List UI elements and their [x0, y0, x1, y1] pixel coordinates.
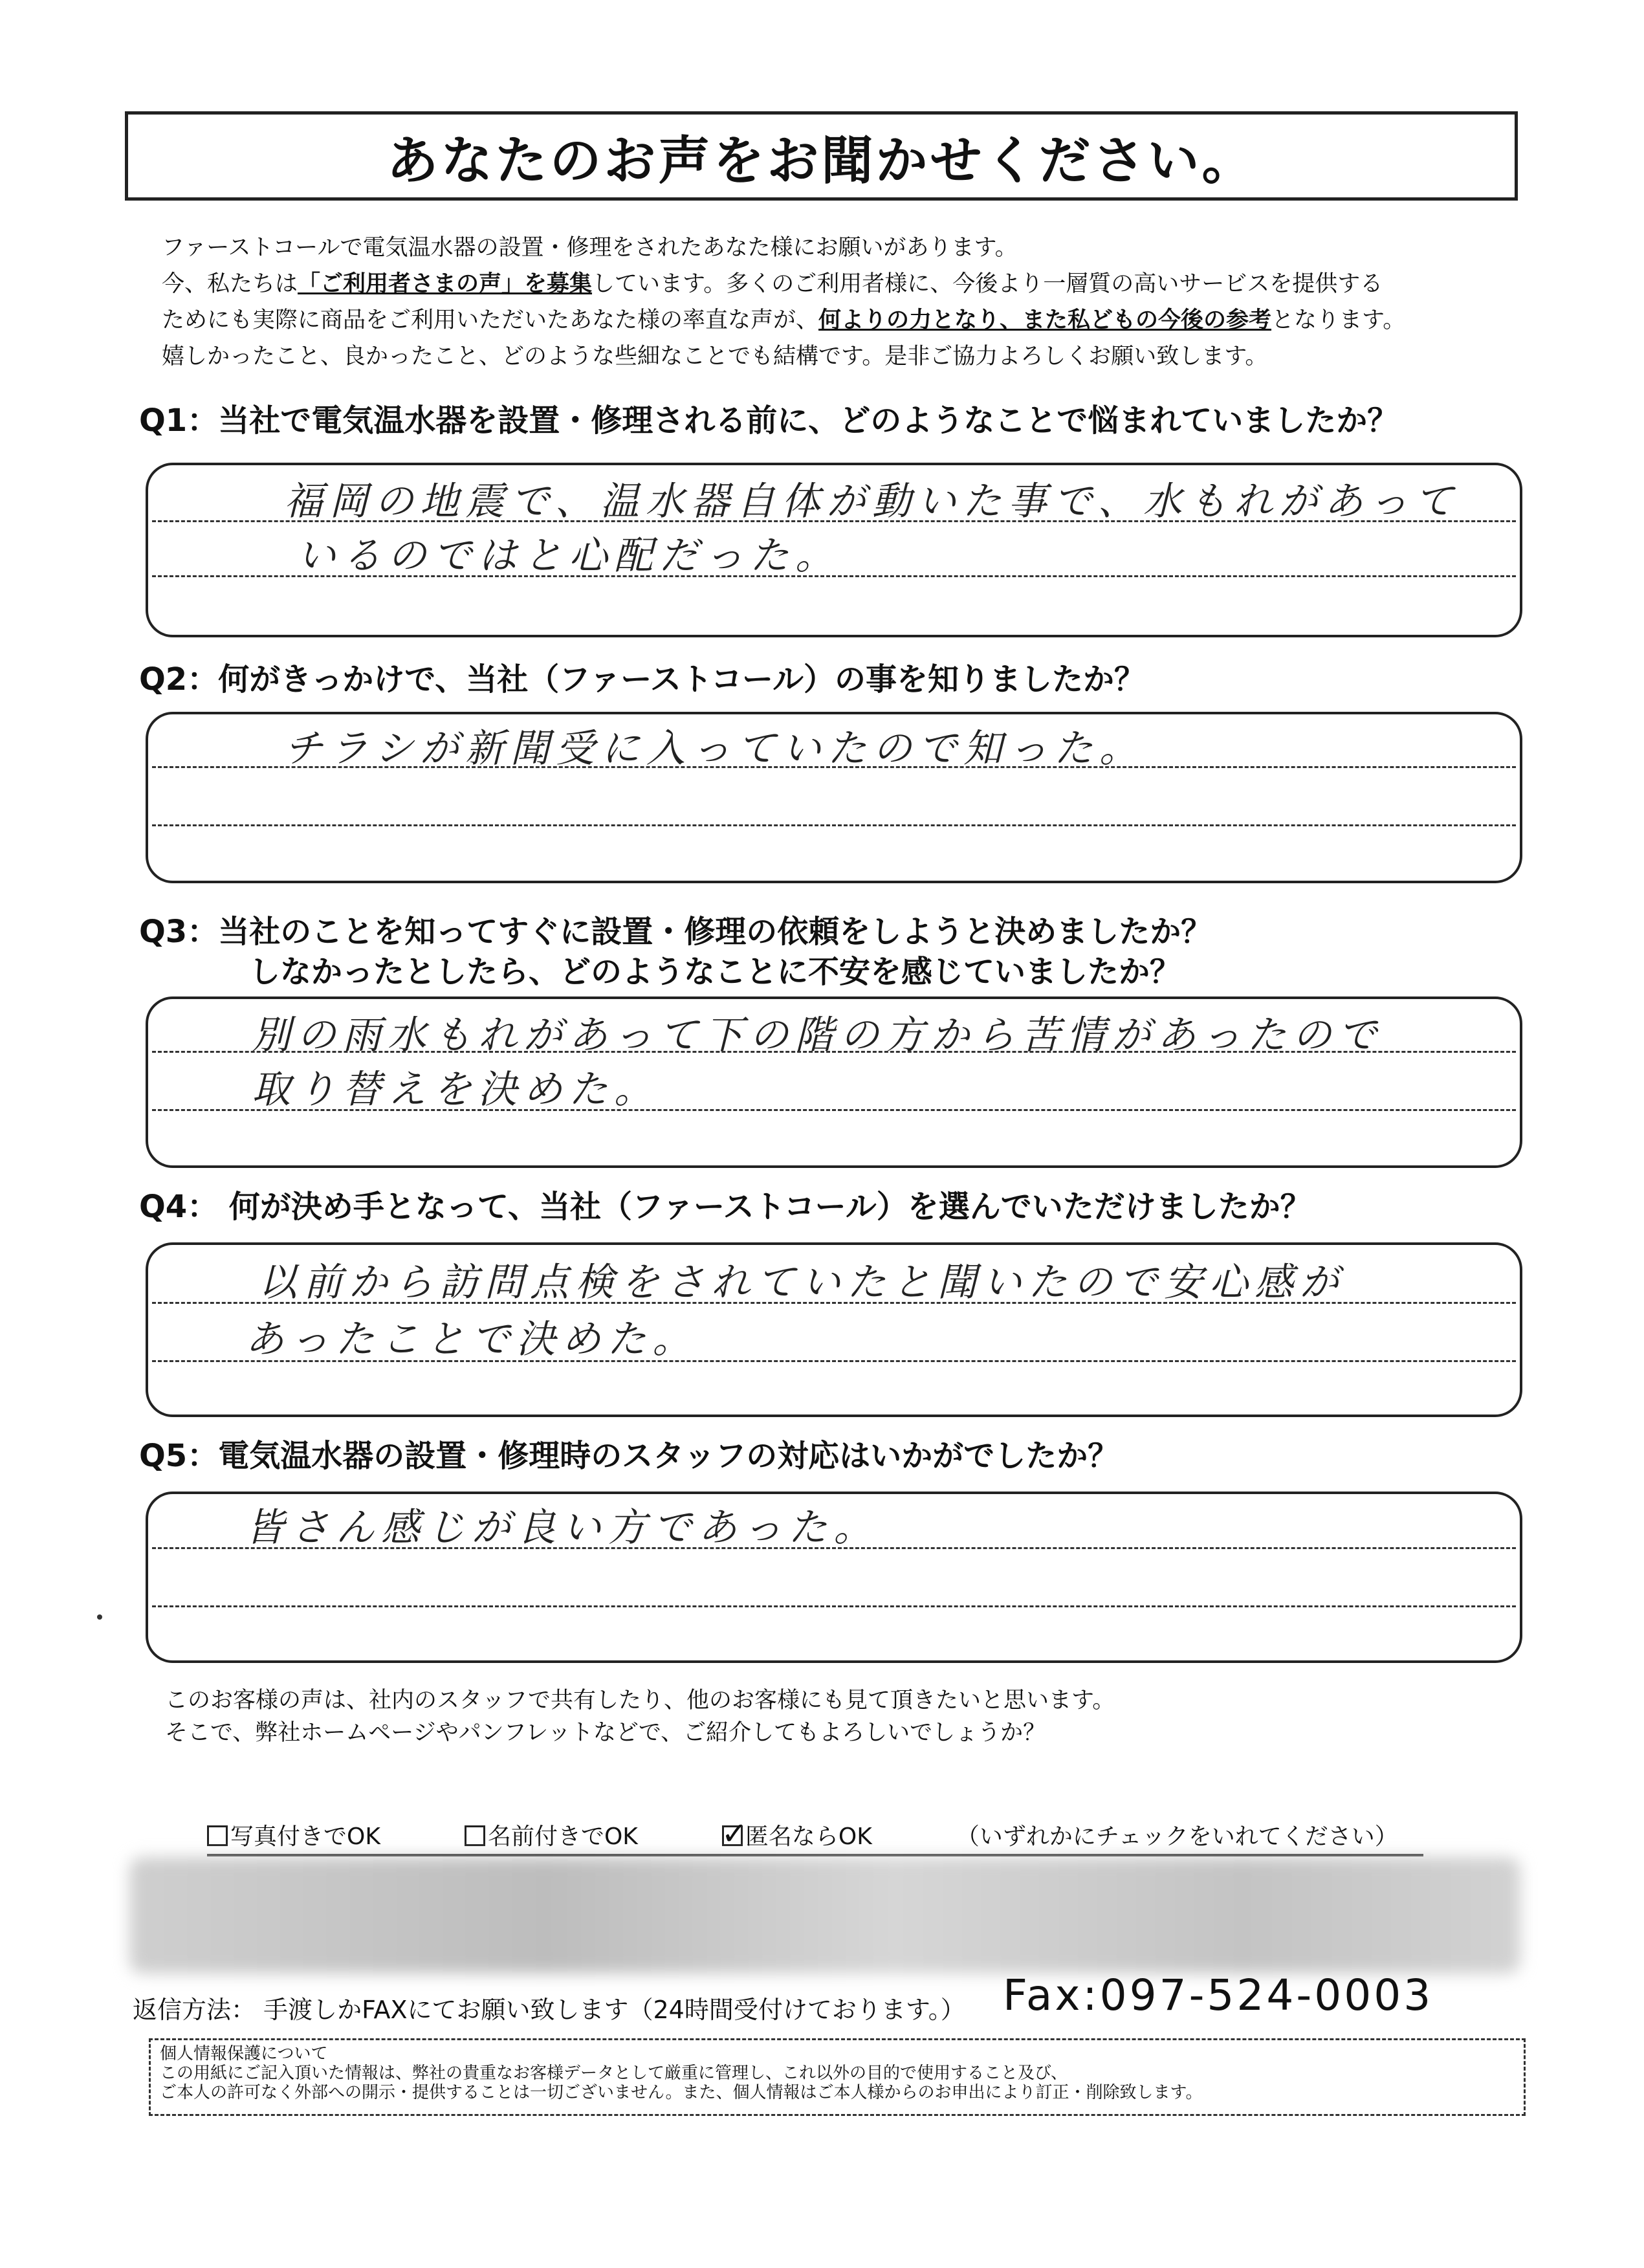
stray-dot — [97, 1614, 102, 1620]
check-mark-icon: ✓ — [721, 1816, 748, 1852]
handwritten-answer-5: 皆さん感じが良い方であった。 — [245, 1505, 879, 1550]
intro-line-2b: しています。多くのご利用者様に、今後より一層質の高いサービスを提供する — [592, 271, 1383, 297]
handwritten-answer-3b: 取り替えを決めた。 — [252, 1067, 659, 1112]
question-1: Q1：当社で電気温水器を設置・修理される前に、どのようなことで悩まれていましたか？ — [139, 402, 1399, 439]
intro-line-3a: ためにも実際に商品をご利用いただいたあなた様の率直な声が、 — [162, 307, 819, 333]
consent-hint: （いずれかにチェックをいれてください） — [956, 1823, 1398, 1850]
intro-line-4: 嬉しかったこと、良かったこと、どのような些細なことでも結構です。是非ご協力よろしくお願い致します。 — [162, 344, 1268, 369]
intro-line-3 — [162, 302, 1553, 338]
answer-box-3[interactable] — [146, 996, 1522, 1168]
intro-line-3b: となります。 — [1271, 307, 1406, 333]
intro-line-3-emph: 何よりの力となり、また私どもの今後の参考 — [818, 307, 1272, 333]
privacy-notice — [149, 2038, 1526, 2116]
question-5: Q5：電気温水器の設置・修理時のスタッフの対応はいかがでしたか？ — [139, 1438, 1119, 1474]
checkbox-photo[interactable] — [207, 1825, 228, 1846]
question-3-sub: しなかったとしたら、どのようなことに不安を感じていましたか？ — [249, 954, 1181, 990]
checkbox-name[interactable] — [465, 1825, 485, 1846]
handwritten-answer-1b: いるのではと心配だった。 — [297, 533, 840, 578]
consent-photo[interactable] — [207, 1818, 380, 1851]
handwritten-answer-4b: あったことで決めた。 — [245, 1317, 698, 1362]
question-4: Q4： 何が決め手となって、当社（ファーストコール）を選んでいただけましたか？ — [139, 1189, 1311, 1225]
consent-name-label: 名前付きでOK — [487, 1823, 638, 1850]
consent-options — [207, 1818, 1423, 1856]
answer-box-1[interactable] — [146, 463, 1522, 637]
answer-line — [152, 1605, 1516, 1607]
answer-box-4[interactable] — [146, 1242, 1522, 1417]
handwritten-answer-1a: 福岡の地震で、温水器自体が動いた事で、水もれがあって — [284, 479, 1460, 524]
checkbox-anonymous[interactable] — [721, 1816, 748, 1852]
answer-box-2[interactable] — [146, 712, 1522, 883]
answer-line — [152, 824, 1516, 826]
privacy-line-2: ご本人の許可なく外部への開示・提供することは一切ございません。また、個人情報はご本人様からのお申出により訂正・削除致します。 — [160, 2083, 1203, 2102]
intro-line-2a: 今、私たちは — [162, 271, 298, 297]
answer-box-5[interactable] — [146, 1492, 1522, 1663]
reply-method: 返信方法： 手渡しかFAXにてお願い致します（24時間受付けております。） — [133, 1996, 965, 2024]
handwritten-answer-2: チラシが新聞受に入っていたので知った。 — [284, 726, 1145, 771]
consent-photo-label: 写真付きでOK — [230, 1823, 380, 1850]
question-2: Q2：何がきっかけで、当社（ファーストコール）の事を知りましたか？ — [139, 661, 1146, 698]
title-box — [125, 111, 1518, 201]
handwritten-answer-4a: 以前から訪問点検をされていたと聞いたので安心感が — [258, 1260, 1345, 1305]
privacy-heading: 個人情報保護について — [160, 2044, 328, 2064]
page-title: あなたのお声をお聞かせください。 — [386, 130, 1256, 191]
question-3: Q3：当社のことを知ってすぐに設置・修理の依頼をしようと決めましたか？ — [139, 914, 1212, 950]
fax-number: Fax:097-524-0003 — [1003, 1970, 1434, 2020]
intro-line-1: ファーストコールで電気温水器の設置・修理をされたあなた様にお願いがあります。 — [162, 235, 1018, 261]
intro-line-2-emph: 「ご利用者さまの声」を募集 — [298, 271, 593, 297]
privacy-line-1: この用紙にご記入頂いた情報は、弊社の貴重なお客様データとして厳重に管理し、これ以外の目的で使用すること及び、 — [160, 2064, 1068, 2083]
share-note-line-1: このお客様の声は、社内のスタッフで共有したり、他のお客様にも見て頂きたいと思います。 — [165, 1688, 1115, 1713]
consent-name[interactable] — [465, 1818, 638, 1851]
redacted-signature-area — [129, 1857, 1520, 1974]
handwritten-answer-3a: 別の雨水もれがあって下の階の方から苦情があったので — [252, 1013, 1383, 1058]
consent-anonymous[interactable] — [722, 1818, 872, 1851]
intro-line-2 — [162, 266, 1553, 302]
intro-text — [162, 230, 1553, 375]
consent-anonymous-label: 匿名ならOK — [745, 1823, 872, 1850]
share-note-line-2: そこで、弊社ホームページやパンフレットなどで、ご紹介してもよろしいでしょうか？ — [165, 1720, 1046, 1746]
